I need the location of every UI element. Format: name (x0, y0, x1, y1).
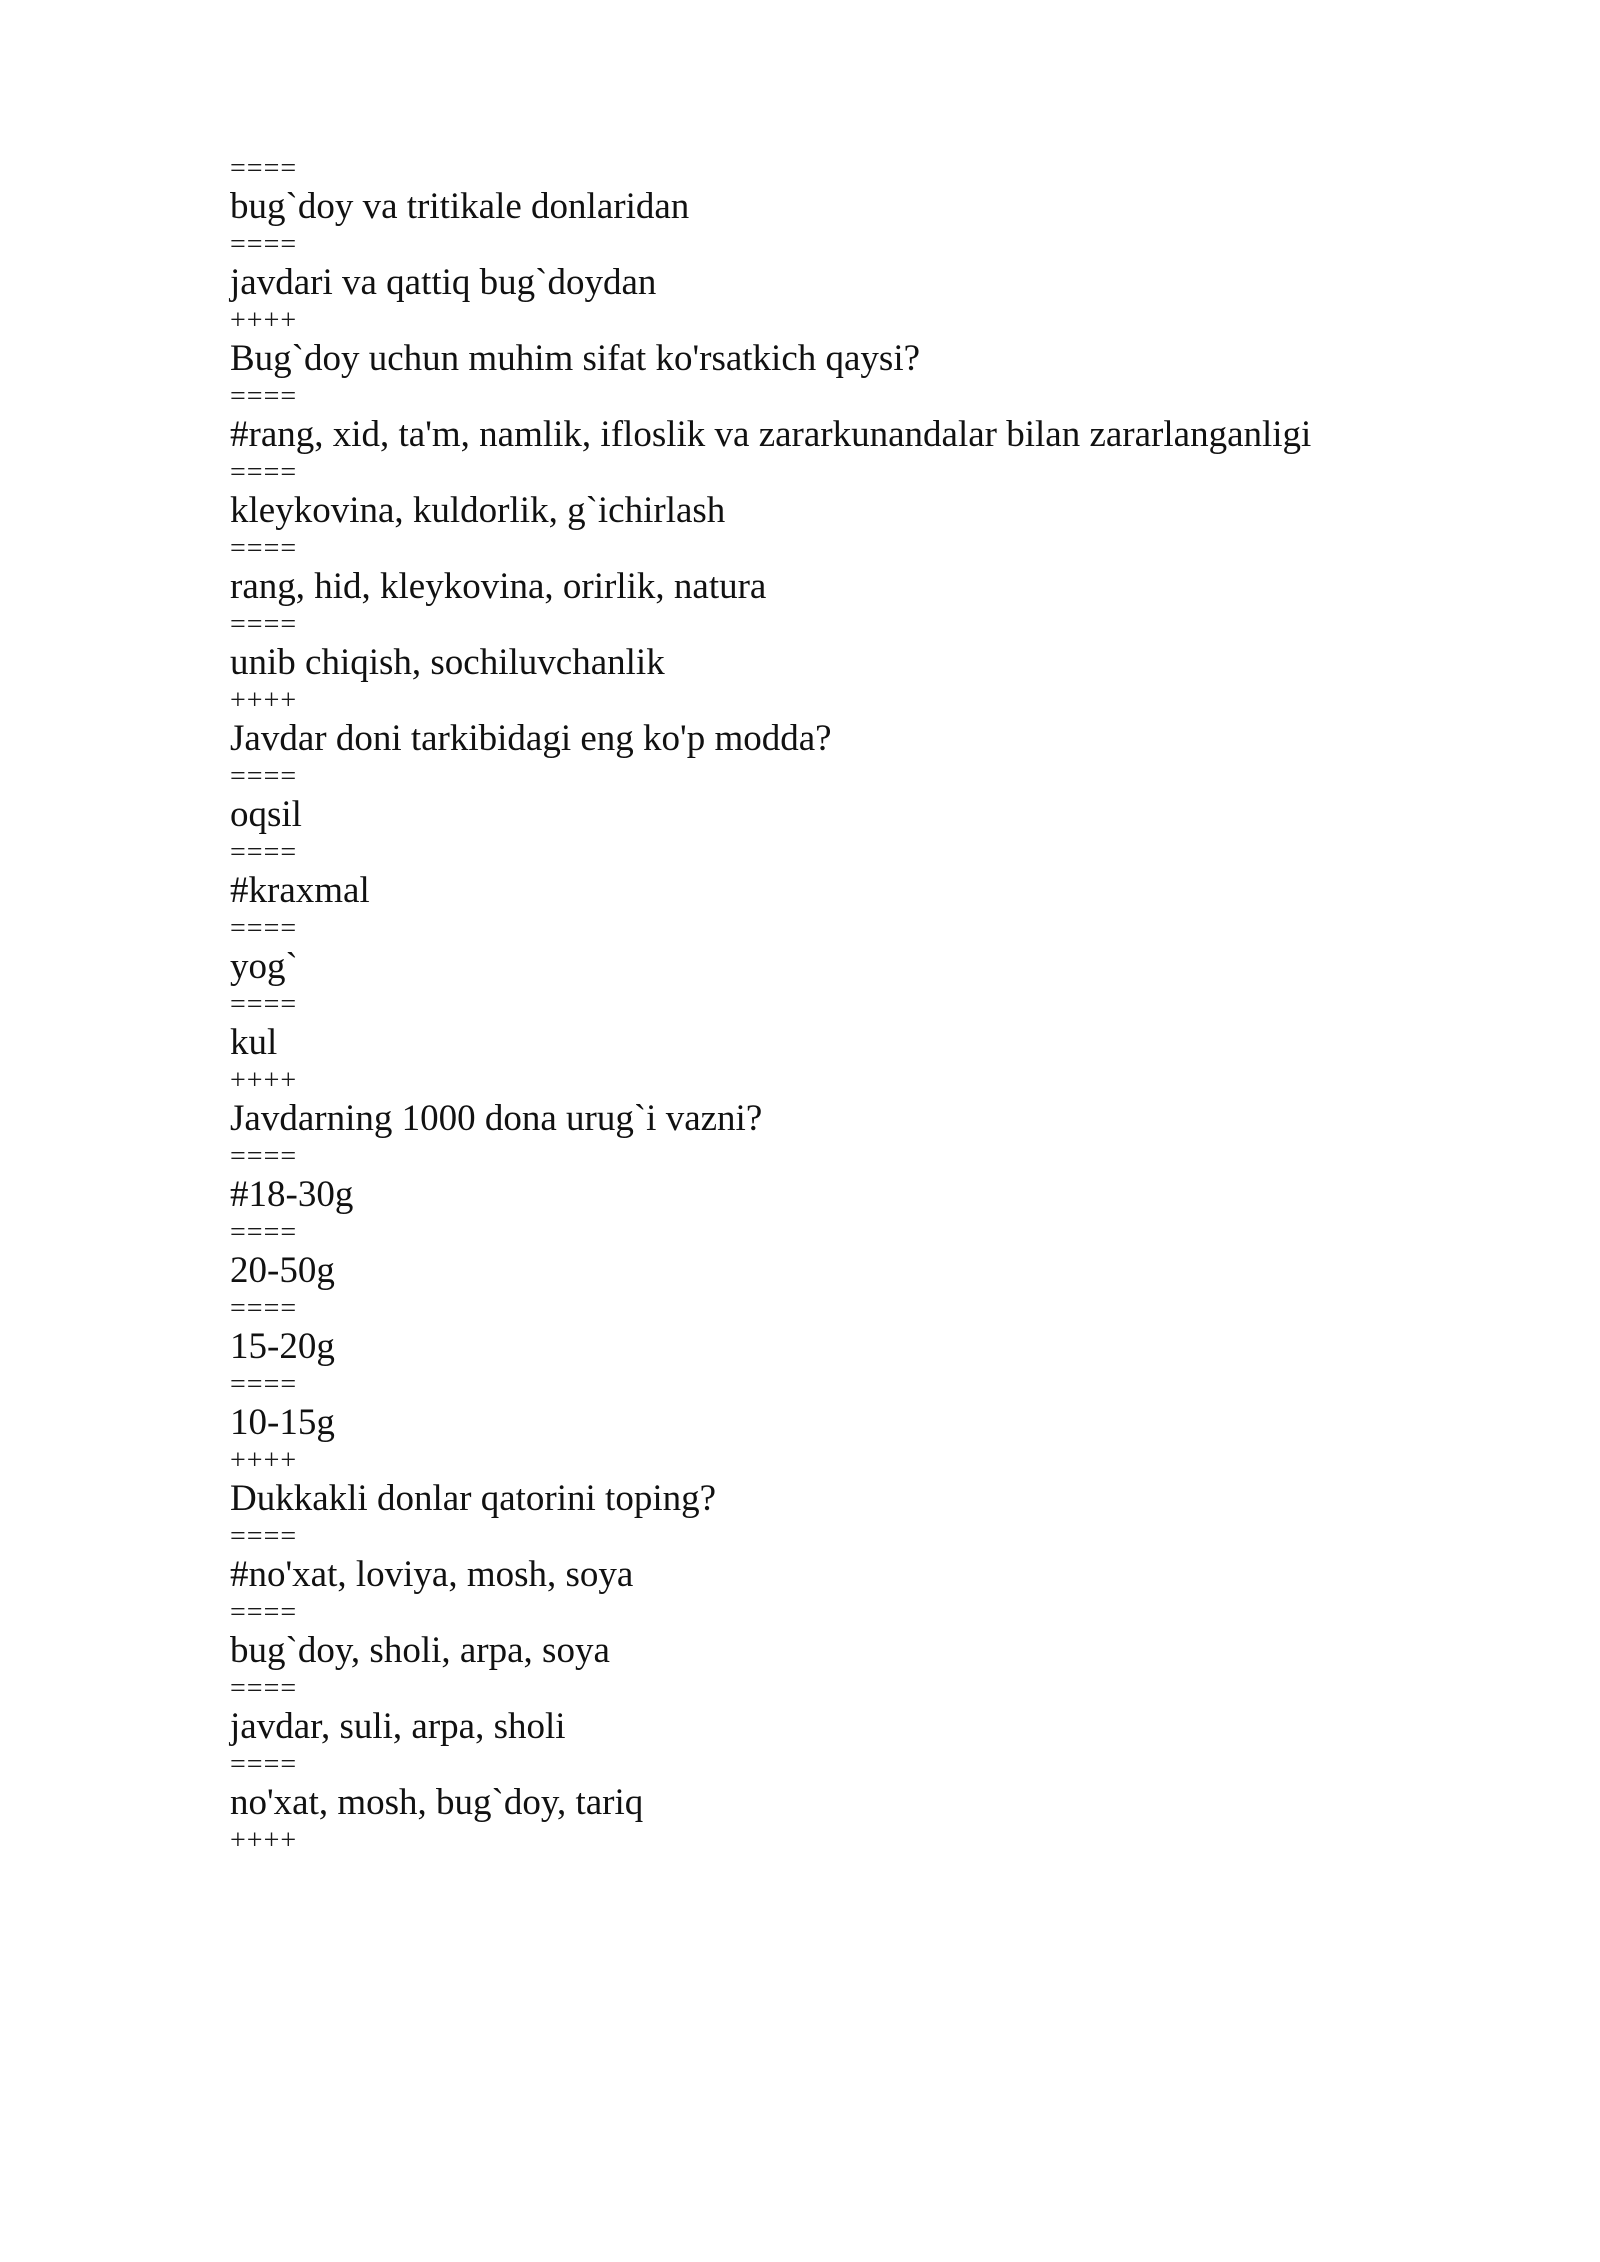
answer-option: javdar, suli, arpa, sholi (230, 1706, 566, 1747)
answer-separator: ==== (230, 1293, 298, 1324)
answer-separator: ==== (230, 1521, 298, 1552)
answer-separator: ==== (230, 457, 298, 488)
answer-separator: ==== (230, 761, 298, 792)
answer-option: #kraxmal (230, 870, 370, 911)
question-separator: ++++ (230, 1825, 298, 1856)
answer-separator: ==== (230, 609, 298, 640)
answer-separator: ==== (230, 1597, 298, 1628)
question-text: Dukkakli donlar qatorini toping? (230, 1478, 717, 1519)
answer-option: #no'xat, loviya, mosh, soya (230, 1554, 634, 1595)
answer-separator: ==== (230, 1369, 298, 1400)
question-separator: ++++ (230, 685, 298, 716)
answer-separator: ==== (230, 913, 298, 944)
answer-option: javdari va qattiq bug`doydan (230, 262, 657, 303)
answer-option: kul (230, 1022, 278, 1063)
question-text: Bug`doy uchun muhim sifat ko'rsatkich qaysi? (230, 338, 921, 379)
answer-option: 10-15g (230, 1402, 335, 1443)
answer-option: bug`doy, sholi, arpa, soya (230, 1630, 610, 1671)
quiz-text-block (230, 155, 1530, 1855)
answer-separator: ==== (230, 381, 298, 412)
answer-option: unib chiqish, sochiluvchanlik (230, 642, 665, 683)
answer-option: yog` (230, 946, 298, 987)
question-separator: ++++ (230, 1065, 298, 1096)
question-text: Javdar doni tarkibidagi eng ko'p modda? (230, 718, 832, 759)
answer-option: #rang, xid, ta'm, namlik, ifloslik va zararkunandalar bilan zararlanganligi (230, 414, 1312, 455)
answer-option: rang, hid, kleykovina, orirlik, natura (230, 566, 767, 607)
answer-separator: ==== (230, 533, 298, 564)
question-text: Javdarning 1000 dona urug`i vazni? (230, 1098, 763, 1139)
answer-separator: ==== (230, 1673, 298, 1704)
answer-separator: ==== (230, 1141, 298, 1172)
answer-option: bug`doy va tritikale donlaridan (230, 186, 690, 227)
answer-option: oqsil (230, 794, 302, 835)
answer-separator: ==== (230, 1749, 298, 1780)
answer-separator: ==== (230, 989, 298, 1020)
answer-option: no'xat, mosh, bug`doy, tariq (230, 1782, 644, 1823)
answer-separator: ==== (230, 837, 298, 868)
answer-option: 15-20g (230, 1326, 335, 1367)
answer-separator: ==== (230, 229, 298, 260)
question-separator: ++++ (230, 1445, 298, 1476)
answer-option: kleykovina, kuldorlik, g`ichirlash (230, 490, 726, 531)
question-separator: ++++ (230, 305, 298, 336)
answer-separator: ==== (230, 153, 298, 184)
answer-option: #18-30g (230, 1174, 354, 1215)
answer-separator: ==== (230, 1217, 298, 1248)
answer-option: 20-50g (230, 1250, 335, 1291)
